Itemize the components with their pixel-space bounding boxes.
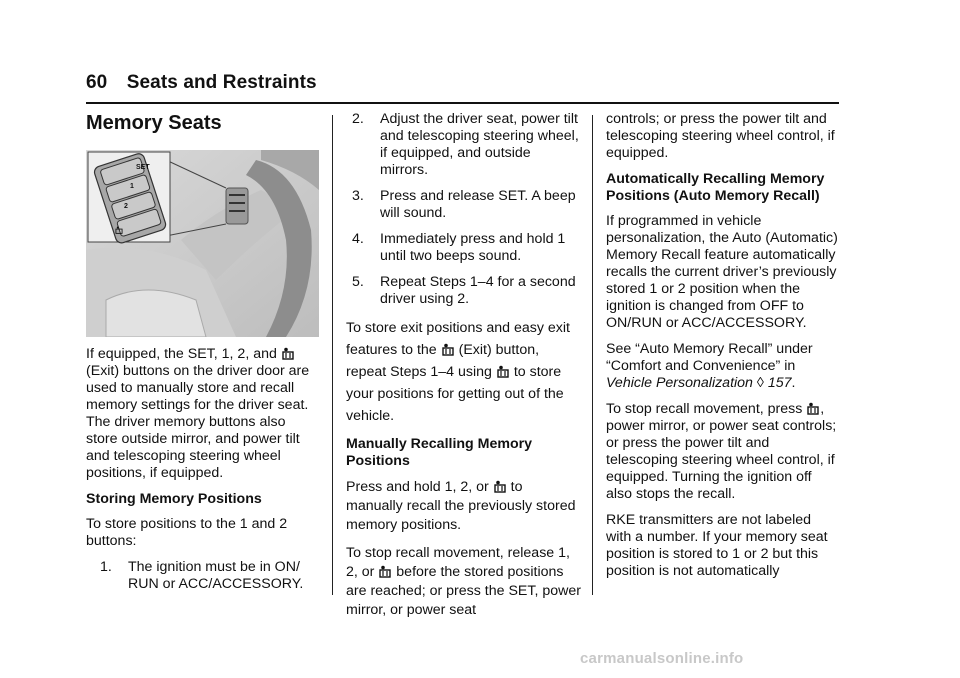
stop-recall-paragraph <box>346 544 582 620</box>
cross-reference-page[interactable]: 157 <box>767 375 792 391</box>
exit-icon <box>807 402 819 415</box>
stop-press-text-b: , power mirror, or power seat controls; or press the power tilt and telescoping steering wheel control, if equipped. Turning the ignition off also stops the recall. <box>606 401 837 502</box>
storing-intro: To store positions to the 1 and 2 buttons: <box>86 516 288 549</box>
exit-store-text-a: To store exit positions and easy exit features to the <box>346 320 570 358</box>
step-number: 5. <box>352 274 364 290</box>
manual-recall-text-a: Press and hold 1, 2, or <box>346 479 489 495</box>
column-3 <box>606 111 839 589</box>
step-text: Adjust the driver seat, power tilt and telescoping steering wheel, if equipped, and outside mirrors. <box>380 111 579 178</box>
see-also-text: See “Auto Memory Recall” under “Comfort and Convenience” in <box>606 341 813 374</box>
column-2 <box>346 111 582 629</box>
column-1 <box>86 346 318 602</box>
steps-list-part2 <box>346 111 582 308</box>
exit-person-icon <box>114 221 124 239</box>
page-number: 60 <box>86 72 108 93</box>
step-text: Repeat Steps 1–4 for a second driver using 2. <box>380 274 576 307</box>
list-item <box>352 188 582 222</box>
stop-press-paragraph <box>606 401 839 503</box>
figure-2-label: 2 <box>124 203 128 210</box>
stop-recall-text-a: To stop recall movement, release 1, 2, or <box>346 545 570 580</box>
period: . <box>791 375 796 391</box>
step-text: The ignition must be in ON/ RUN or ACC/ACCESSORY. <box>128 559 304 592</box>
watermark: carmanualsonline.info <box>580 650 744 667</box>
stop-press-text-a: To stop recall movement, press <box>606 401 803 417</box>
column-divider-2 <box>592 115 593 595</box>
intro-paragraph <box>86 346 318 482</box>
step-number: 3. <box>352 188 364 204</box>
auto-recall-paragraph: If programmed in vehicle personalization, the Auto (Automatic) Memory Recall feature automatically recalls the current driver’s previously stored 1 or 2 position when the ignition is changed from OFF to ON/RUN or ACC/ACCESSORY. <box>606 213 838 331</box>
steps-list-part1 <box>86 559 318 593</box>
step-number: 4. <box>352 231 364 247</box>
section-title: Seats and Restraints <box>126 72 317 93</box>
memory-buttons-figure <box>86 150 319 337</box>
see-also-paragraph <box>606 341 839 392</box>
exit-store-paragraph <box>346 317 582 427</box>
page-title: Memory Seats <box>86 112 222 134</box>
intro-text-a: If equipped, the SET, 1, 2, and <box>86 346 277 362</box>
header-rule <box>86 102 839 104</box>
page-ref-arrow-icon: ◊ <box>756 375 764 391</box>
list-item <box>352 111 582 179</box>
manual-recall-text-b: to manually recall the previously stored memory positions. <box>346 479 576 533</box>
exit-store-text-b: (Exit) button, repeat Steps 1–4 using <box>346 342 540 380</box>
list-item <box>352 274 582 308</box>
column-divider-1 <box>332 115 333 595</box>
heading-storing: Storing Memory Positions <box>86 491 262 507</box>
continued-paragraph: controls; or press the power tilt and telescoping steering wheel control, if equipped. <box>606 111 835 161</box>
exit-icon <box>282 347 294 360</box>
step-number: 1. <box>100 559 112 575</box>
page-header <box>86 72 317 94</box>
exit-icon <box>442 343 454 356</box>
exit-icon <box>497 365 509 378</box>
manual-recall-paragraph <box>346 478 582 535</box>
heading-auto-recall: Automatically Recalling Memory Positions (Auto Memory Recall) <box>606 171 825 204</box>
step-number: 2. <box>352 111 364 127</box>
intro-text-b: (Exit) buttons on the driver door are used to manually store and recall memory settings for the driver seat. The driver memory buttons also store outside mirror, and power tilt and telescoping steering wheel positions, if equipped. <box>86 363 310 481</box>
step-text: Immediately press and hold 1 until two beeps sound. <box>380 231 566 264</box>
list-item <box>352 231 582 265</box>
rke-paragraph: RKE transmitters are not labeled with a number. If your memory seat position is stored to 1 or 2 but this position is not automatically <box>606 512 828 579</box>
heading-manual-recall: Manually Recalling Memory Positions <box>346 436 533 469</box>
exit-icon <box>379 565 391 578</box>
exit-store-text-c: to store your positions for getting out of the vehicle. <box>346 364 564 424</box>
figure-1-label: 1 <box>130 183 134 190</box>
stop-recall-text-b: before the stored positions are reached; or press the SET, power mirror, or power seat <box>346 564 581 618</box>
step-text: Press and release SET. A beep will sound. <box>380 188 576 221</box>
cross-reference-link[interactable]: Vehicle Personalization <box>606 375 753 391</box>
figure-set-label: SET <box>136 164 150 171</box>
list-item <box>100 559 318 593</box>
exit-icon <box>494 480 506 493</box>
